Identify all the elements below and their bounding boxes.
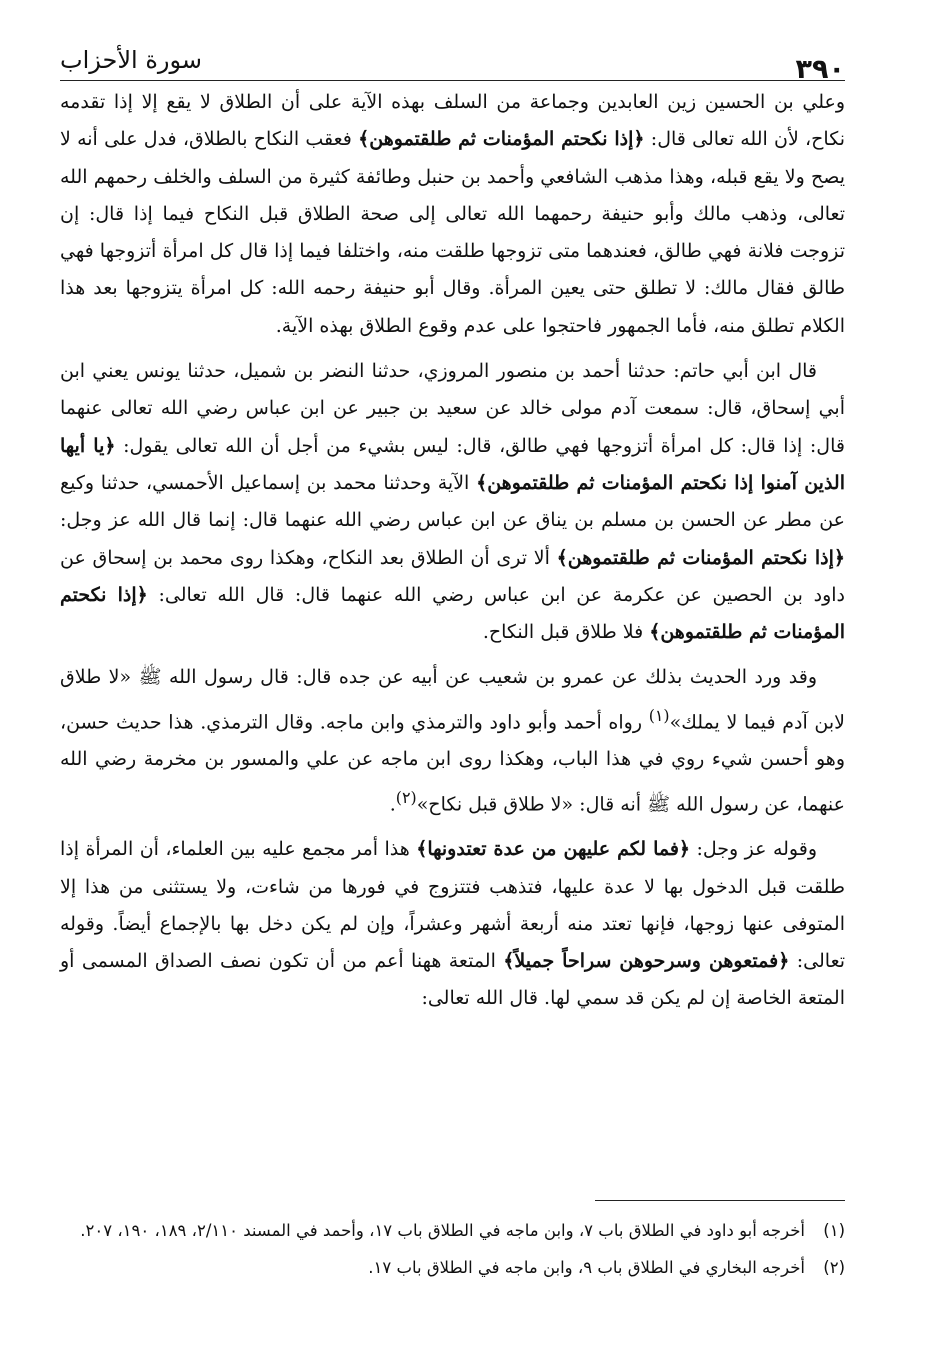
- footnote-rule: [595, 1200, 845, 1201]
- paragraph-2: [60, 353, 845, 651]
- footnote-1: [60, 1215, 845, 1246]
- footnotes: [60, 1215, 845, 1289]
- text-run: الآية وحدثنا محمد بن إسماعيل الأحمسي، حدثنا وكيع عن مطر عن الحسن بن مسلم بن يناق عن ابن عباس رضي الله عنهما قال: إنما قال الله عز وجل:: [60, 471, 845, 532]
- footnote-ref-1[interactable]: (١): [648, 705, 670, 725]
- footnote-2: [60, 1252, 845, 1283]
- text-run: ألا ترى أن الطلاق بعد النكاح، وهكذا روى محمد بن إسحاق عن داود بن الحصين عن عكرمة عن ابن عباس رضي الله عنهما قال: قال الله تعالى:: [60, 546, 845, 606]
- quran-quote: ﴿يا أيها الذين آمنوا إذا نكحتم المؤمنات ثم طلقتموهن﴾: [60, 434, 845, 494]
- text-run: .: [389, 793, 396, 815]
- quran-quote: ﴿فمتعوهن وسرحوهن سراحاً جميلاً﴾: [503, 950, 790, 973]
- quran-quote: ﴿إذا نكحتم المؤمنات ثم طلقتموهن﴾: [358, 128, 645, 151]
- text-run: فعقب النكاح بالطلاق، فدل على أنه لا يصح ولا يقع قبله، وهذا مذهب الشافعي وأحمد بن حنبل وطائفة كثيرة من السلف والخلف رحمهم الله تعالى، وذهب مالك وأبو حنيفة رحمهما الله تعالى إلى صحة الطلاق قبل النكاح فيما إذا قال: إن تزوجت فلانة فهي طالق، فعندهما متى تزوجها طلقت منه، واختلفا فيما إذا قال كل امرأة أتزوجها فهي طالق فقال مالك: لا تطلق حتى يعين المرأة. وقال أبو حنيفة رحمه الله: كل امرأة يتزوجها بعد هذا الكلام تطلق منه، فأما الجمهور فاحتجوا على عدم وقوع الطلاق بهذه الآية.: [60, 128, 845, 337]
- text-run: فلا طلاق قبل النكاح.: [482, 621, 650, 644]
- footnote-number: (٢): [823, 1258, 845, 1277]
- main-text: [60, 84, 845, 1026]
- paragraph-3: [60, 659, 845, 823]
- quran-quote: ﴿إذا نكحتم المؤمنات ثم طلقتموهن﴾: [556, 546, 845, 569]
- text-run: وقد ورد الحديث بذلك عن عمرو بن شعيب عن أبيه عن جده قال: قال رسول الله ﷺ «لا طلاق لابن آدم فيما لا يملك»: [60, 666, 846, 734]
- text-run: هذا أمر مجمع عليه بين العلماء، أن المرأة إذا طلقت قبل الدخول بها لا عدة عليها، فتذهب فتتزوج في فورها من شاءت، ولا يستثنى من هذا إلا المتوفى عنها زوجها، فإنها تعتد منه أربعة أشهر وعشراً، وإن لم يكن دخل بها بالإجماع أيضاً. وقوله تعالى:: [60, 838, 846, 973]
- paragraph-4: [60, 831, 845, 1017]
- text-run: قال ابن أبي حاتم: حدثنا أحمد بن منصور المروزي، حدثنا النضر بن شميل، حدثنا يونس يعني ابن أبي إسحاق، قال: سمعت آدم مولى خالد عن سعيد بن جبير عن ابن عباس رضي الله تعالى عنهما قال: إذا قال: كل امرأة أتزوجها فهي طالق، قال: ليس بشيء من أجل أن الله تعالى يقول:: [60, 360, 845, 457]
- page-header: [60, 40, 845, 85]
- quran-quote: ﴿فما لكم عليهن من عدة تعتدونها﴾: [416, 838, 691, 861]
- text-run: رواه أحمد وأبو داود والترمذي وابن ماجه. وقال الترمذي. هذا حديث حسن، وهو أحسن شيء روي في هذا الباب، وهكذا روى ابن ماجه عن علي والمسور بن مخرمة رضي الله عنهما، عن رسول الله ﷺ أنه قال: «لا طلاق قبل نكاح»: [60, 711, 845, 815]
- footnote-text: أخرجه أبو داود في الطلاق باب ٧، وابن ماجه في الطلاق باب ١٧، وأحمد في المسند ٢/١١٠، ١٨٩، ١٩٠، ٢٠٧.: [80, 1221, 805, 1240]
- footnote-ref-2[interactable]: (٢): [395, 787, 417, 807]
- page-number: ٣٩٠: [795, 54, 845, 85]
- footnote-number: (١): [823, 1221, 845, 1240]
- footnote-text: أخرجه البخاري في الطلاق باب ٩، وابن ماجه في الطلاق باب ١٧.: [368, 1258, 805, 1277]
- text-run: وقوله عز وجل:: [690, 838, 817, 861]
- running-title: سورة الأحزاب: [60, 46, 202, 74]
- header-rule: [60, 80, 845, 81]
- paragraph-1: [60, 84, 845, 345]
- text-run: وعلي بن الحسين زين العابدين وجماعة من السلف بهذه الآية على أن الطلاق لا يقع إلا إذا تقدمه نكاح، لأن الله تعالى قال:: [60, 91, 846, 151]
- text-run: المتعة ههنا أعم من أن تكون نصف الصداق المسمى أو المتعة الخاصة إن لم يكن قد سمي لها. قال الله تعالى:: [60, 950, 845, 1010]
- quran-quote: ﴿إذا نكحتم المؤمنات ثم طلقتموهن﴾: [60, 583, 845, 644]
